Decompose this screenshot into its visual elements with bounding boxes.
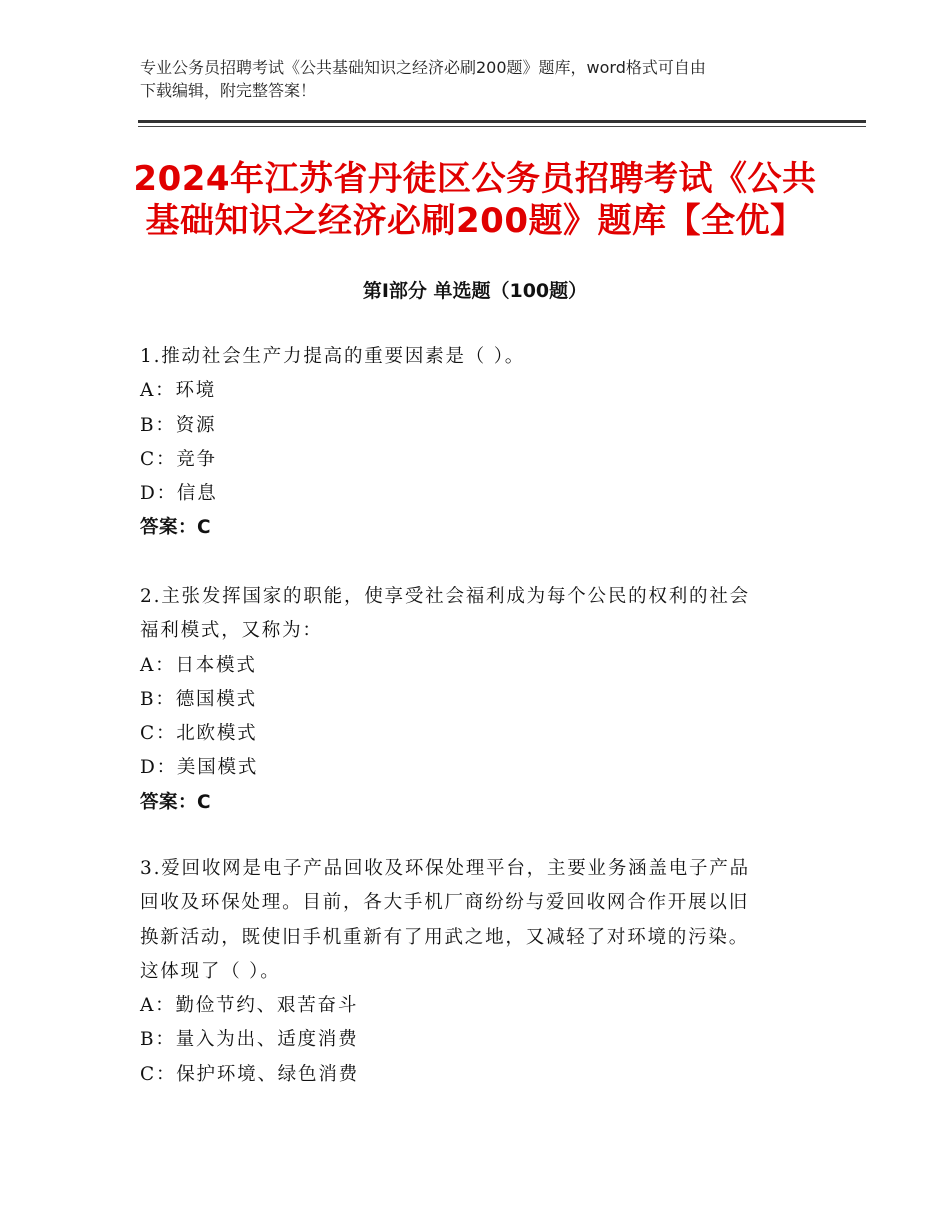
question-stem: 1.推动社会生产力提高的重要因素是（ ）。 — [140, 346, 526, 367]
option-d: D：美国模式 — [140, 757, 259, 779]
header-note-line: 下载编辑，附完整答案！ — [140, 81, 317, 100]
answer-key: 答案：C — [140, 791, 212, 813]
option-b: B：量入为出、适度消费 — [140, 1029, 359, 1051]
question-stem: 福利模式，又称为： — [140, 620, 323, 642]
question-stem: 换新活动，既使旧手机重新有了用武之地，又减轻了对环境的污染。 — [140, 926, 750, 948]
question-stem: 回收及环保处理。目前，各大手机厂商纷纷与爱回收网合作开展以旧 — [140, 892, 750, 914]
option-c: C：北欧模式 — [140, 723, 258, 745]
question-stem: 3.爱回收网是电子产品回收及环保处理平台，主要业务涵盖电子产品 — [140, 858, 750, 879]
title-line: 2024年江苏省丹徒区公务员招聘考试《公共 — [133, 159, 817, 199]
option-a: A：勤俭节约、艰苦奋斗 — [140, 995, 359, 1017]
question-stem: 2.主张发挥国家的职能，使享受社会福利成为每个公民的权利的社会 — [140, 586, 750, 607]
option-c: C：竞争 — [140, 448, 217, 470]
question-block — [140, 340, 800, 546]
header-note-line: 专业公务员招聘考试《公共基础知识之经济必刷200题》题库，word格式可自由 — [140, 58, 706, 77]
header-divider — [138, 120, 866, 123]
title-line: 基础知识之经济必刷200题》题库【全优】 — [145, 201, 805, 241]
option-d: D：信息 — [140, 483, 218, 505]
header-note — [140, 56, 820, 102]
option-a: A：环境 — [140, 380, 217, 402]
section-heading: 第Ⅰ部分 单选题（100题） — [362, 280, 588, 302]
option-a: A：日本模式 — [140, 654, 257, 676]
question-block — [140, 580, 800, 820]
option-c: C：保护环境、绿色消费 — [140, 1063, 359, 1085]
question-stem: 这体现了（ ）。 — [140, 960, 281, 982]
question-block — [140, 852, 800, 1092]
option-b: B：德国模式 — [140, 688, 257, 710]
document-title — [110, 158, 840, 242]
answer-key: 答案：C — [140, 517, 212, 539]
option-b: B：资源 — [140, 414, 217, 436]
header-divider-thin — [138, 126, 866, 127]
